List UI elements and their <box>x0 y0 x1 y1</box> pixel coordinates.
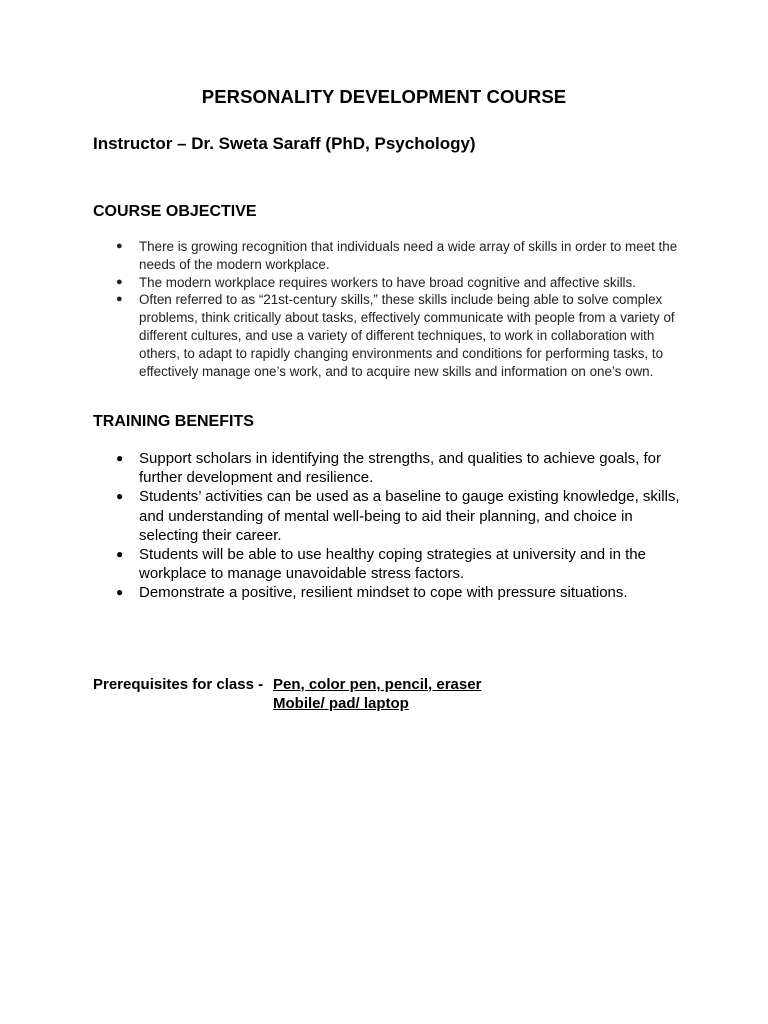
list-item-text: Support scholars in identifying the strengths, and qualities to achieve goals, for further development and resilience. <box>139 450 661 487</box>
prerequisites-label: Prerequisites for class - <box>93 676 264 693</box>
list-item-text: Often referred to as “21st-century skills,” these skills include being able to solve complex problems, think critically about tasks, effectively communicate with people from a variety of different cultures, and use a variety of different techniques, to work in collaboration with others, to adapt to rapidly changing environments and conditions for performing tasks, to effectively manage one’s work, and to acquire new skills and information on one’s own. <box>139 292 675 379</box>
list-item-text: There is growing recognition that individuals need a wide array of skills in order to meet the needs of the modern workplace. <box>139 239 678 272</box>
training-benefits-heading: TRAINING BENEFITS <box>93 413 254 430</box>
bullet-icon: ● <box>116 489 124 504</box>
list-item <box>93 545 693 583</box>
bullet-icon: ● <box>116 547 124 562</box>
bullet-icon: ● <box>116 275 123 288</box>
bullet-icon: ● <box>116 451 124 465</box>
list-item <box>93 291 693 380</box>
prerequisites-line-2: Mobile/ pad/ laptop <box>273 695 409 713</box>
list-item-text: Students will be able to use healthy coping strategies at university and in the workplace to manage unavoidable stress factors. <box>139 546 646 583</box>
list-item <box>93 274 693 292</box>
list-item <box>93 487 693 545</box>
prerequisites-items <box>273 675 481 713</box>
training-benefits-list <box>93 449 693 603</box>
list-item-text: Students’ activities can be used as a baseline to gauge existing knowledge, skills, and understanding of mental well-being to aid their planning, and choice in selecting their career. <box>139 488 680 544</box>
course-objective-list <box>93 238 693 380</box>
bullet-icon: ● <box>116 240 123 252</box>
bullet-icon: ● <box>116 585 124 600</box>
document-title: PERSONALITY DEVELOPMENT COURSE <box>201 86 567 107</box>
list-item <box>93 449 693 487</box>
list-item-text: Demonstrate a positive, resilient mindset to cope with pressure situations. <box>139 584 628 602</box>
list-item <box>93 238 693 274</box>
instructor-line: Instructor – Dr. Sweta Saraff (PhD, Psychology) <box>93 134 476 153</box>
list-item <box>93 583 693 602</box>
course-objective-heading: COURSE OBJECTIVE <box>93 203 257 220</box>
list-item-text: The modern workplace requires workers to have broad cognitive and affective skills. <box>139 274 636 290</box>
bullet-icon: ● <box>116 293 123 306</box>
prerequisites-line-1: Pen, color pen, pencil, eraser <box>273 676 482 693</box>
prerequisites <box>93 675 482 713</box>
